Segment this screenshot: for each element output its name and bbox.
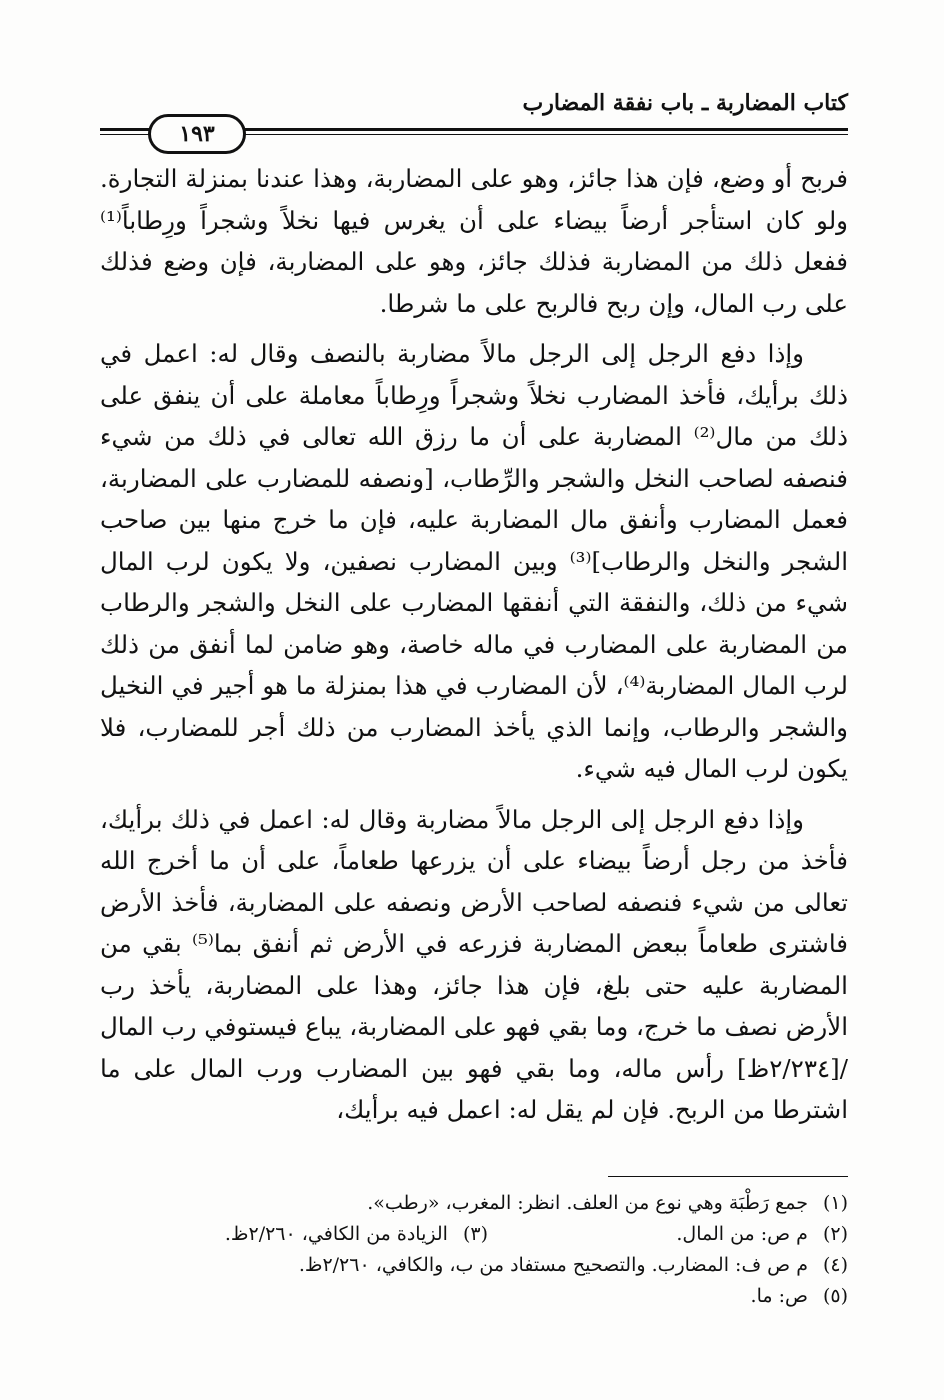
footnote-text: الزيادة من الكافي، ٢/٢٦٠ظ. xyxy=(224,1223,448,1245)
page-number: ١٩٣ xyxy=(148,114,246,154)
footnote-number: (٣) xyxy=(462,1223,488,1245)
footnote-separator xyxy=(608,1176,848,1177)
footnote-4 xyxy=(100,1250,848,1281)
footnote-number: (٤) xyxy=(822,1254,848,1276)
footnote-row-2-3 xyxy=(100,1219,848,1250)
paragraph-2: وإذا دفع الرجل إلى الرجل مالاً مضاربة بالنصف وقال له: اعمل في ذلك برأيك، فأخذ المضارب نخلاً وشجراً ورِطاباً معاملة على أن ينفق على ذلك من مال⁽²⁾ المضاربة على أن ما رزق الله تعالى في ذلك من شيء فنصفه لصاحب النخل والشجر والرِّطاب، [ونصفه للمضارب على المضاربة، فعمل المضارب وأنفق مال المضاربة عليه، فإن ما خرج منها بين صاحب الشجر والنخل والرطاب]⁽³⁾ وبين المضارب نصفين، ولا يكون لرب المال شيء من ذلك، والنفقة التي أنفقها المضارب على النخل والشجر والرطاب من المضاربة على المضارب في ماله خاصة، وهو ضامن لما أنفق من ذلك لرب المال المضاربة⁽⁴⁾، لأن المضارب في هذا بمنزلة ما هو أجير في النخيل والشجر والرطاب، وإنما الذي يأخذ المضارب من ذلك أجر للمضارب، فلا يكون لرب المال فيه شيء. xyxy=(100,339,848,783)
footnote-5 xyxy=(100,1281,848,1312)
running-title: كتاب المضاربة ـ باب نفقة المضارب xyxy=(522,90,848,116)
footnote-1 xyxy=(100,1188,848,1219)
footnote-number: (٢) xyxy=(822,1223,848,1245)
main-text xyxy=(100,158,848,1140)
footnotes xyxy=(100,1188,848,1312)
footnote-2 xyxy=(548,1219,848,1250)
page-header xyxy=(100,84,848,147)
footnote-number: (١) xyxy=(822,1192,848,1214)
footnote-text: ص: ما. xyxy=(750,1285,808,1307)
footnote-text: م ص ف: المضارب. والتصحيح مستفاد من ب، والكافي، ٢/٢٦٠ظ. xyxy=(298,1254,808,1276)
footnote-text: م ص: من المال. xyxy=(676,1223,808,1245)
paragraph-1: فربح أو وضع، فإن هذا جائز، وهو على المضاربة، وهذا عندنا بمنزلة التجارة. ولو كان استأجر أرضاً بيضاء على أن يغرس فيها نخلاً وشجراً ورِطاباً⁽¹⁾ ففعل ذلك من المضاربة فذلك جائز، وهو على المضاربة، فإن وضع فذلك على رب المال، وإن ربح فالربح على ما شرطا. xyxy=(100,164,848,318)
footnote-number: (٥) xyxy=(822,1285,848,1307)
paragraph-3: وإذا دفع الرجل إلى الرجل مالاً مضاربة وقال له: اعمل في ذلك برأيك، فأخذ من رجل أرضاً بيضاء على أن يزرعها طعاماً، على أن ما أخرج الله تعالى من شيء فنصفه لصاحب الأرض ونصفه على المضاربة، فأخذ الأرض فاشترى طعاماً ببعض المضاربة فزرعه في الأرض ثم أنفق بما⁽⁵⁾ بقي من المضاربة عليه حتى بلغ، فإن هذا جائز، وهذا على المضاربة، يأخذ رب الأرض نصف ما خرج، وما بقي فهو على المضاربة، يباع فيستوفي رب المال /[٢/٢٣٤ظ] رأس ماله، وما بقي فهو بين المضارب ورب المال على ما اشترطا من الربح. فإن لم يقل له: اعمل فيه برأيك، xyxy=(100,804,849,1124)
footnote-3 xyxy=(225,1219,488,1250)
footnote-text: جمع رَطْبَة وهي نوع من العلف. انظر: المغرب، «رطب». xyxy=(367,1192,808,1214)
